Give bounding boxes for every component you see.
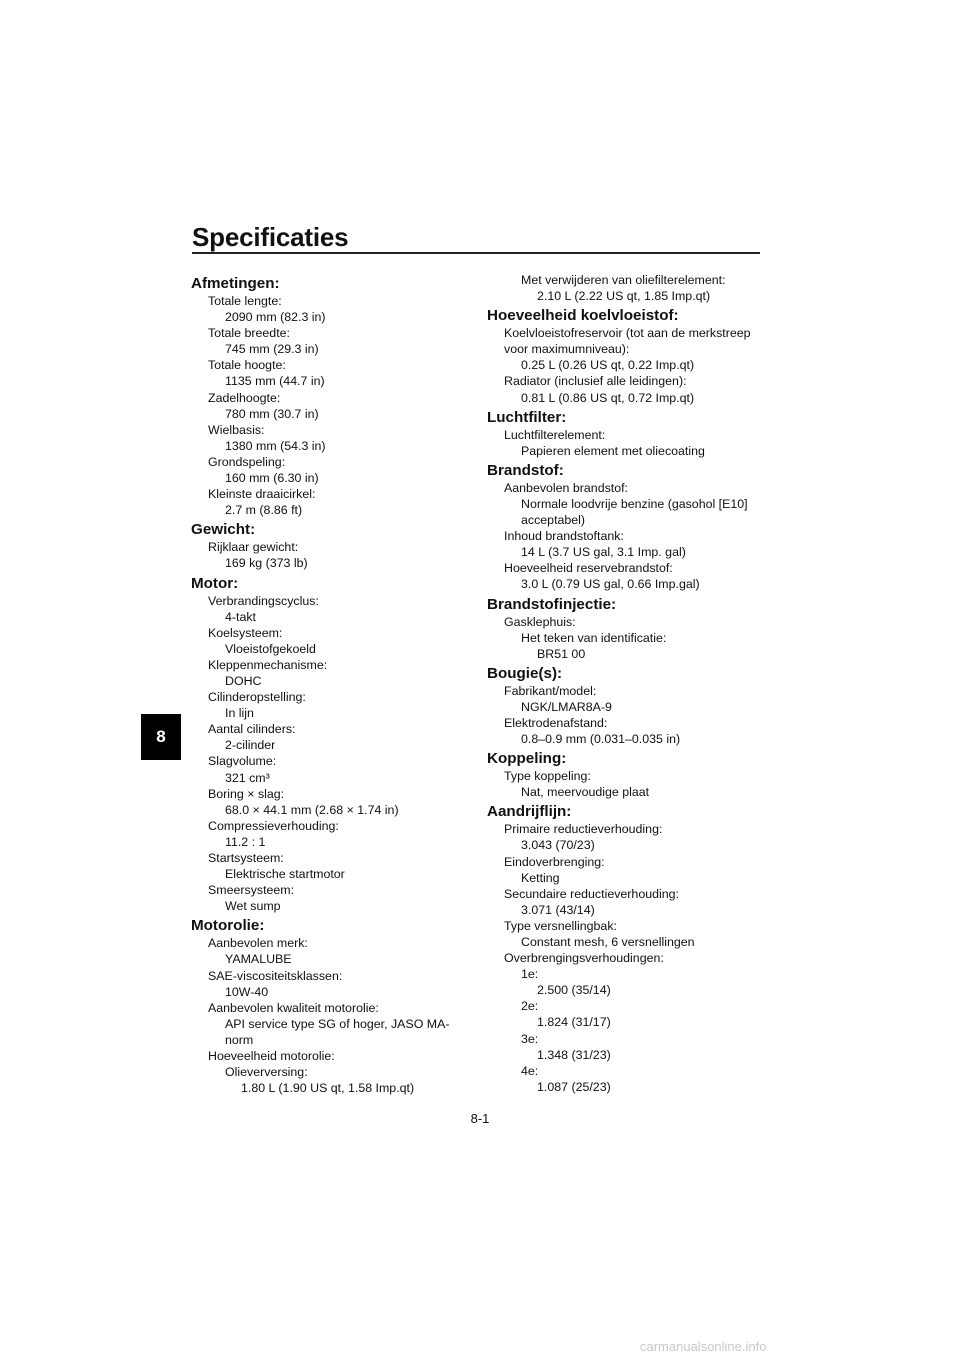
section-heading: Brandstof: (487, 461, 564, 479)
spec-line: Gasklephuis: (504, 614, 576, 629)
section-heading: Motor: (191, 574, 239, 592)
spec-line: 1.824 (31/17) (537, 1015, 611, 1030)
spec-line: Totale breedte: (208, 326, 290, 341)
spec-line: 160 mm (6.30 in) (225, 471, 319, 486)
section-heading: Hoeveelheid koelvloeistof: (487, 307, 679, 325)
spec-line: Radiator (inclusief alle leidingen): (504, 374, 687, 389)
spec-line: Kleinste draaicirkel: (208, 487, 316, 502)
page-title: Specificaties (192, 222, 349, 252)
section-heading: Aandrijflijn: (487, 803, 572, 821)
spec-line: 2.7 m (8.86 ft) (225, 503, 303, 518)
spec-line: Kleppenmechanisme: (208, 657, 328, 672)
spec-line: 2.500 (35/14) (537, 983, 611, 998)
section-heading: Bougie(s): (487, 664, 563, 682)
spec-line: In lijn (225, 706, 254, 721)
spec-line: Rijklaar gewicht: (208, 540, 299, 555)
page-number: 8-1 (470, 1111, 490, 1126)
spec-line: Inhoud brandstoftank: (504, 529, 624, 544)
spec-line: Nat, meervoudige plaat (521, 785, 650, 800)
spec-line: Vloeistofgekoeld (225, 641, 316, 656)
spec-line: 1380 mm (54.3 in) (225, 438, 326, 453)
spec-line: 3.0 L (0.79 US gal, 0.66 Imp.gal) (521, 577, 700, 592)
spec-line: 11.2 : 1 (225, 834, 266, 849)
section-heading: Brandstofinjectie: (487, 595, 617, 613)
spec-line: 4e: (521, 1063, 539, 1078)
spec-line: Normale loodvrije benzine (gasohol [E10] (521, 496, 748, 511)
spec-line: 2.10 L (2.22 US qt, 1.85 Imp.qt) (537, 289, 711, 304)
spec-line: Wet sump (225, 899, 281, 914)
spec-line: Hoeveelheid reservebrandstof: (504, 561, 673, 576)
spec-line: 0.25 L (0.26 US qt, 0.22 Imp.qt) (521, 358, 695, 373)
spec-line: Olieverversing: (225, 1065, 308, 1080)
spec-line: Boring × slag: (208, 786, 285, 801)
spec-line: Secundaire reductieverhouding: (504, 886, 679, 901)
spec-line: Het teken van identificatie: (521, 630, 667, 645)
title-rule (192, 252, 760, 254)
spec-line: 14 L (3.7 US gal, 3.1 Imp. gal) (521, 545, 686, 560)
spec-line: 2090 mm (82.3 in) (225, 310, 326, 325)
spec-line: Primaire reductieverhouding: (504, 822, 663, 837)
watermark: carmanualsonline.info (640, 1339, 767, 1354)
spec-line: BR51 00 (537, 646, 586, 661)
spec-line: Eindoverbrenging: (504, 854, 605, 869)
left-column (191, 272, 471, 1096)
section-heading: Luchtfilter: (487, 408, 567, 426)
spec-line: Aanbevolen brandstof: (504, 480, 628, 495)
spec-line: Elektrodenafstand: (504, 715, 608, 730)
spec-line: Luchtfilterelement: (504, 427, 606, 442)
spec-line: 4-takt (225, 609, 256, 624)
spec-line: 1135 mm (44.7 in) (225, 374, 325, 389)
spec-line: YAMALUBE (225, 952, 292, 967)
spec-line: 1.087 (25/23) (537, 1079, 611, 1094)
spec-line: acceptabel) (521, 513, 586, 528)
section-heading: Motorolie: (191, 917, 265, 935)
spec-line: NGK/LMAR8A-9 (521, 699, 612, 714)
spec-line: Papieren element met oliecoating (521, 443, 705, 458)
spec-line: 10W-40 (225, 984, 269, 999)
spec-line: Ketting (521, 870, 560, 885)
spec-line: 2e: (521, 999, 539, 1014)
spec-line: Type koppeling: (504, 769, 591, 784)
spec-line: Koelvloeistofreservoir (tot aan de merkstreep (504, 326, 751, 341)
spec-line: Elektrische startmotor (225, 867, 345, 882)
spec-line: 780 mm (30.7 in) (225, 406, 319, 421)
spec-line: norm (225, 1032, 254, 1047)
spec-line: DOHC (225, 673, 262, 688)
spec-line: 0.8–0.9 mm (0.031–0.035 in) (521, 732, 681, 747)
spec-line: Verbrandingscyclus: (208, 593, 319, 608)
spec-line: 3.071 (43/14) (521, 902, 595, 917)
spec-line: Wielbasis: (208, 422, 265, 437)
section-heading: Gewicht: (191, 521, 256, 539)
spec-line: 321 cm³ (225, 770, 270, 785)
spec-line: Type versnellingbak: (504, 918, 617, 933)
spec-line: 1e: (521, 967, 539, 982)
spec-line: 1.80 L (1.90 US qt, 1.58 Imp.qt) (241, 1081, 415, 1096)
spec-line: Fabrikant/model: (504, 683, 597, 698)
spec-line: Hoeveelheid motorolie: (208, 1049, 335, 1064)
spec-line: Aanbevolen kwaliteit motorolie: (208, 1000, 379, 1015)
spec-line: Constant mesh, 6 versnellingen (521, 935, 695, 949)
chapter-tab: 8 (141, 714, 181, 760)
spec-line: 169 kg (373 lb) (225, 556, 308, 571)
spec-line: 1.348 (31/23) (537, 1047, 611, 1062)
spec-line: Aanbevolen merk: (208, 936, 308, 951)
spec-line: 3e: (521, 1031, 539, 1046)
spec-line: Slagvolume: (208, 754, 277, 769)
spec-line: 0.81 L (0.86 US qt, 0.72 Imp.qt) (521, 390, 695, 405)
spec-line: Aantal cilinders: (208, 722, 296, 737)
spec-line: Zadelhoogte: (208, 390, 281, 405)
right-column (487, 272, 767, 1095)
spec-line: Totale hoogte: (208, 358, 286, 373)
spec-line: Compressieverhouding: (208, 818, 339, 833)
spec-line: SAE-viscositeitsklassen: (208, 968, 343, 983)
section-heading: Afmetingen: (191, 275, 280, 292)
spec-line: 68.0 × 44.1 mm (2.68 × 1.74 in) (225, 802, 399, 817)
spec-line: Overbrengingsverhoudingen: (504, 951, 664, 966)
spec-line: Totale lengte: (208, 294, 282, 308)
spec-line: 745 mm (29.3 in) (225, 342, 319, 357)
section-heading: Koppeling: (487, 750, 567, 768)
spec-line: Grondspeling: (208, 454, 286, 469)
spec-line: Cilinderopstelling: (208, 690, 306, 705)
spec-line: 3.043 (70/23) (521, 838, 595, 853)
spec-line: Smeersysteem: (208, 883, 295, 898)
spec-line: voor maximumniveau): (504, 342, 630, 357)
spec-line: 2-cilinder (225, 738, 276, 753)
spec-line: Startsysteem: (208, 851, 284, 865)
spec-line: Koelsysteem: (208, 625, 283, 640)
spec-line: API service type SG of hoger, JASO MA- (225, 1016, 450, 1031)
spec-line: Met verwijderen van oliefilterelement: (521, 273, 726, 287)
